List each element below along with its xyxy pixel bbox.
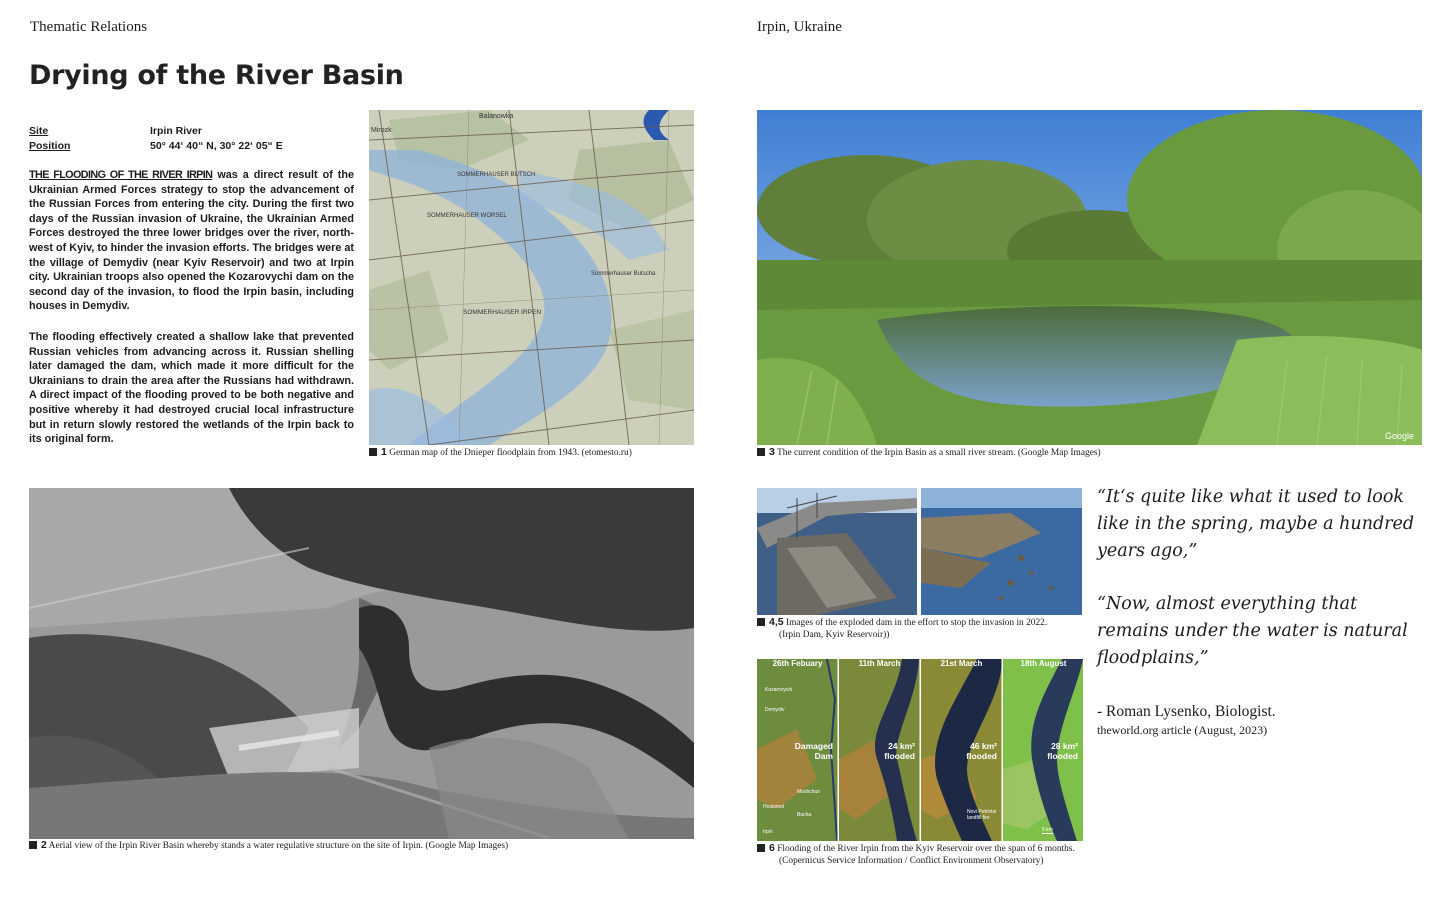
- caption-1-text: German map of the Dnieper floodplain from 1943. (etomesto.ru): [389, 448, 632, 458]
- caption-4-5-number: 4,5: [769, 616, 784, 628]
- caption-3-number: 3: [769, 446, 775, 458]
- map-label-worsel: SOMMERHAUSER WORSEL: [427, 213, 507, 219]
- caption-3: [757, 446, 1101, 459]
- map-label-mirozk: Mirozk: [371, 127, 392, 134]
- caption-4-5-line-2: (Irpin Dam, Kyiv Reservoir)): [779, 630, 890, 640]
- river-photo-graphic: [757, 110, 1422, 445]
- sat-place-hostomel: Hostomel: [763, 804, 785, 810]
- sat-scale-bar: 5 km: [1042, 827, 1053, 833]
- position-label: Position: [29, 139, 71, 152]
- caption-2: [29, 839, 508, 852]
- paragraph-1-lead: THE FLOODING OF THE RIVER IRPIN: [29, 169, 213, 181]
- sat-place-kozarovychi: Kozarovychi: [765, 687, 793, 693]
- sat-date-1: 26th Febuary: [772, 659, 823, 668]
- site-meta: [29, 124, 283, 153]
- sat-place-bucha: Bucha: [797, 812, 812, 818]
- dam-photo-image-5: [921, 488, 1082, 615]
- caption-6: [757, 842, 1075, 867]
- quote-attribution: - Roman Lysenko, Biologist.: [1097, 703, 1276, 720]
- satellite-series-image: [757, 659, 1083, 841]
- caption-1: [369, 446, 632, 459]
- sat-status-2: 24 km² flooded: [884, 741, 915, 761]
- quote-source: theworld.org article (August, 2023): [1097, 723, 1268, 737]
- running-head-left: Thematic Relations: [30, 19, 148, 35]
- map-label-irpen: SOMMERHAUSER IRPEN: [463, 309, 542, 316]
- quote-2: “Now, almost everything that remains under the water is natural floodplains,”: [1097, 594, 1408, 668]
- caption-2-number: 2: [41, 839, 47, 851]
- aerial-graphic: [29, 488, 694, 839]
- site-label: Site: [29, 125, 49, 137]
- page-title: Drying of the River Basin: [29, 60, 404, 91]
- map-label-butsch: SOMMERHAUSER BUTSCH: [457, 172, 536, 178]
- caption-6-line-1: Flooding of the River Irpin from the Kyiv Reservoir over the span of 6 months.: [777, 844, 1075, 854]
- paragraph-1-rest: was a direct result of the Ukrainian Armed Forces strategy to stop the advancement of the Russian Forces from entering the city. During the first two days of the Russian invasion of Ukraine, the Ukrainian Armed Forces destroyed the three lower bridges over the river, north-west of Kyiv, to hinder the invasion efforts. The bridges were at the village of Demydiv (near Kyiv Reservoir) and two at Irpin city. Ukrainian troops also opened the Kozarovychi dam on the second day of the invasion, to flood the Irpin basin, including houses in Demydiv.: [29, 169, 354, 313]
- german-map-image: [369, 110, 694, 445]
- caption-4-5: [757, 616, 1047, 641]
- google-watermark: Google: [1384, 431, 1414, 441]
- river-photo-image: [757, 110, 1422, 445]
- caption-1-number: 1: [381, 446, 387, 458]
- caption-4-5-line-1: Images of the exploded dam in the effort to stop the invasion in 2022.: [785, 618, 1048, 628]
- map-label-balanowka: Balanowka: [479, 113, 514, 120]
- map-label-butscha: Sommerhauser Butscha: [591, 271, 656, 277]
- caption-2-text: Aerial view of the Irpin River Basin whereby stands a water regulative structure on the site of Irpin. (Google Map Images): [48, 841, 509, 851]
- caption-3-text: The current condition of the Irpin Basin as a small river stream. (Google Map Images): [777, 448, 1101, 458]
- sat-status-3: 46 km² flooded: [966, 741, 997, 761]
- site-value: Irpin River: [150, 125, 202, 137]
- sat-date-4: 18th August: [1020, 659, 1067, 668]
- dam-photo-4-graphic: [757, 488, 917, 615]
- caption-6-number: 6: [769, 842, 775, 854]
- paragraph-2: The flooding effectively created a shallow lake that prevented Russian vehicles from advancing across it. Russian shelling later damaged the dam, which made it more difficult for the Ukrainians to drain the area after the Russians had withdrawn. A direct impact of the flooding proved to be both negative and positive whereby it had destroyed crucial local infrastructure but in return slowly restored the wetlands of the Irpin back to its original form.: [29, 331, 354, 446]
- quote-1: “It‘s quite like what it used to look like in the spring, maybe a hundred years ago,”: [1097, 487, 1415, 561]
- caption-6-line-2: (Copernicus Service Information / Conflict Environment Observatory): [779, 856, 1044, 866]
- dam-photo-image-4: [757, 488, 917, 615]
- sat-place-landfill: Novi Petrivtsi landfill fire: [967, 809, 997, 821]
- position-value: 50° 44‘ 40“ N, 30° 22‘ 05“ E: [150, 139, 283, 152]
- sat-date-3: 21st March: [940, 659, 983, 668]
- sat-place-moshchun: Moshchun: [797, 789, 821, 795]
- sat-date-2: 11th March: [858, 659, 901, 668]
- sat-place-demydiv: Demydiv: [765, 707, 785, 713]
- paragraph-1: [29, 168, 354, 314]
- sat-place-irpin: Irpin: [763, 829, 773, 835]
- sat-status-4: 28 km² flooded: [1047, 741, 1078, 761]
- map-graphic: [369, 110, 694, 445]
- aerial-view-image: [29, 488, 694, 839]
- dam-photo-5-graphic: [921, 488, 1082, 615]
- sat-status-1: Damaged Dam: [794, 741, 833, 761]
- running-head-right: Irpin, Ukraine: [757, 19, 842, 35]
